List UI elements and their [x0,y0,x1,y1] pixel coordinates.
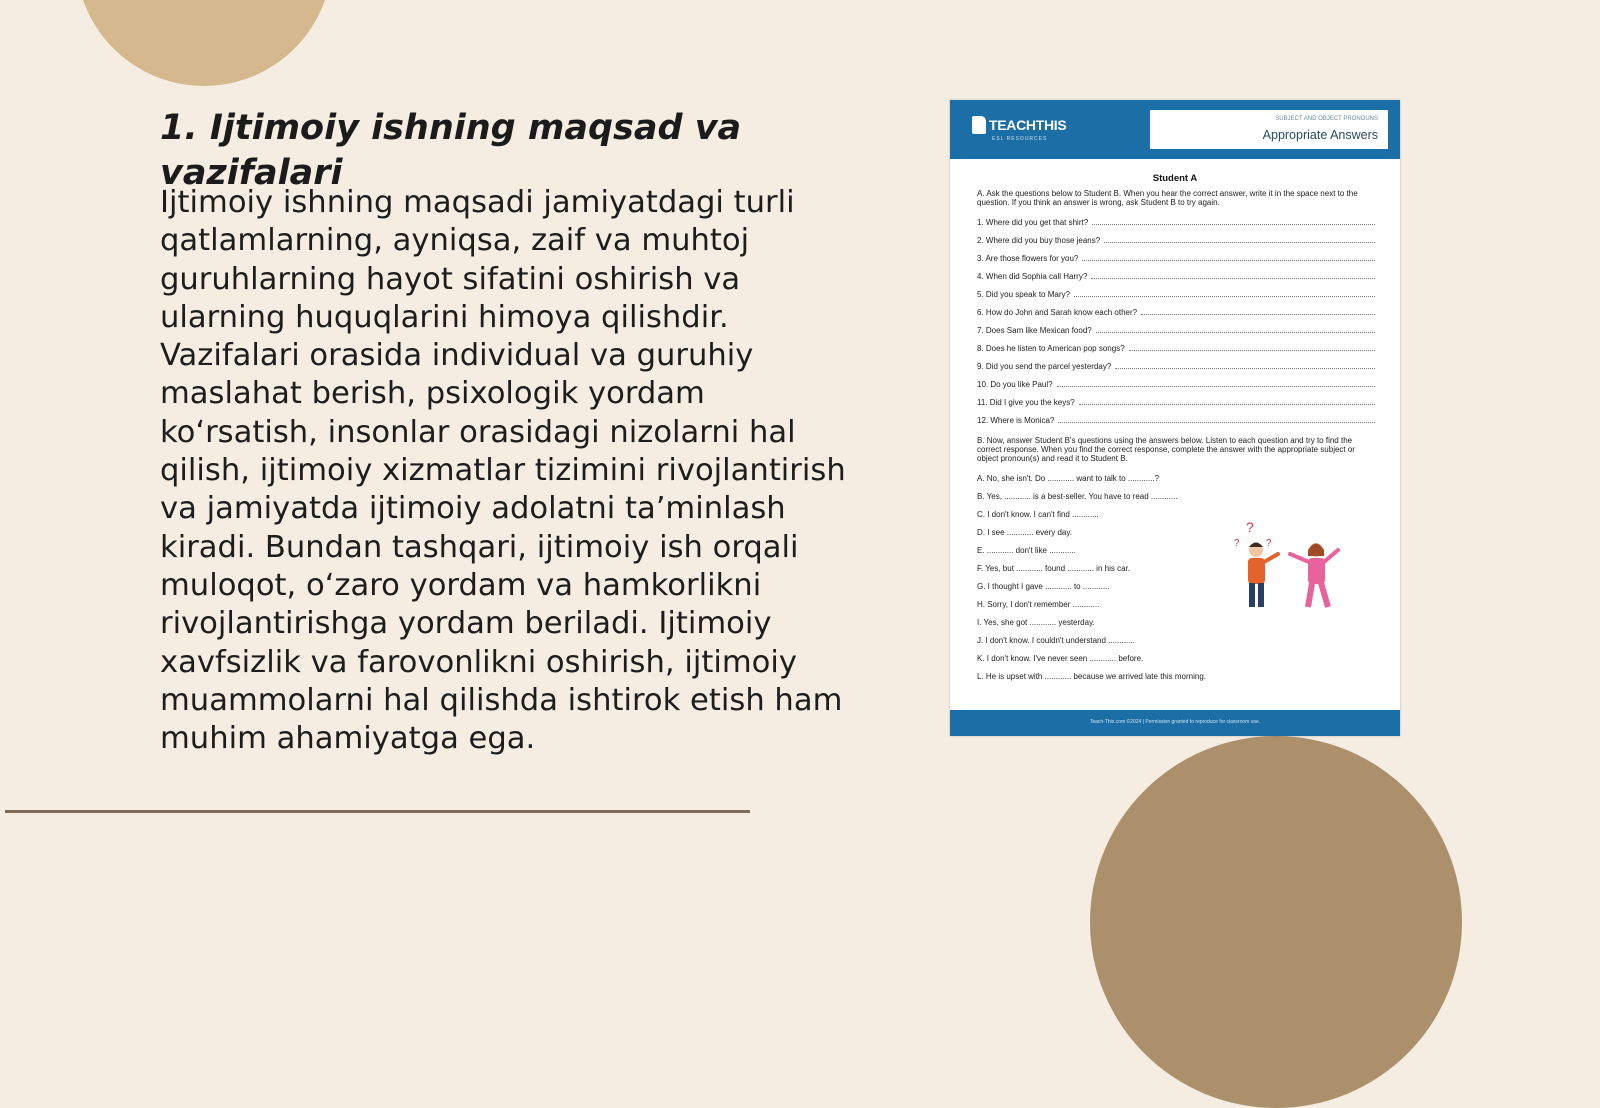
answer-blank [1091,272,1375,279]
answer-line: A. No, she isn't. Do ............ want to talk to ............? [977,474,1160,483]
answer-blank [1096,326,1375,333]
question-line [977,380,1375,389]
question-line [977,272,1375,281]
worksheet-image [950,100,1400,736]
answer-line: K. I don't know. I've never seen ............ before. [977,654,1144,663]
question-text: 3. Are those flowers for you? [977,254,1079,263]
answer-line: H. Sorry, I don't remember ............ [977,600,1100,609]
worksheet-title-box [1150,110,1388,149]
answer-line: J. I don't know. I couldn't understand ............ [977,636,1135,645]
question-text: 7. Does Sam like Mexican food? [977,326,1092,335]
question-line [977,218,1375,227]
svg-text:?: ? [1266,538,1272,549]
question-text: 12. Where is Monica? [977,416,1055,425]
svg-text:?: ? [1246,520,1254,535]
answer-blank [1092,218,1375,225]
worksheet-brand: TEACHTHIS [989,117,1067,133]
question-text: 8. Does he listen to American pop songs? [977,344,1125,353]
answer-blank [1074,290,1375,297]
answer-blank [1079,398,1375,405]
answer-blank [1115,362,1375,369]
question-text: 10. Do you like Paul? [977,380,1053,389]
answer-blank [1104,236,1375,243]
question-line [977,254,1375,263]
question-line [977,416,1375,425]
answer-blank [1057,380,1375,387]
worksheet-title: Appropriate Answers [1262,128,1378,142]
worksheet-footer-text: Teach-This.com ©2024 | Permission granted to reproduce for classroom use. [1089,719,1261,725]
question-text: 9. Did you send the parcel yesterday? [977,362,1112,371]
question-text: 4. When did Sophia call Harry? [977,272,1088,281]
book-icon [972,116,986,134]
question-text: 5. Did you speak to Mary? [977,290,1070,299]
worksheet-brand-sub: ESL RESOURCES [992,136,1048,142]
question-line [977,362,1375,371]
question-line [977,326,1375,335]
decorative-circle-top [76,0,332,86]
question-line [977,290,1375,299]
question-line [977,398,1375,407]
worksheet-footer [950,710,1400,736]
question-text: 1. Where did you get that shirt? [977,218,1089,227]
answer-line: L. He is upset with ............ because we arrived late this morning. [977,672,1206,681]
answer-line: I. Yes, she got ............ yesterday. [977,618,1095,627]
answer-blank [1129,344,1375,351]
slide-title: 1. Ijtimoiy ishning maqsad va vazifalari [160,108,742,193]
answer-blank [1058,416,1375,423]
question-text: 11. Did I give you the keys? [977,398,1075,407]
question-text: 6. How do John and Sarah know each other? [977,308,1138,317]
svg-text:?: ? [1234,538,1240,549]
worksheet-instruction-b: B. Now, answer Student B's questions using the answers below. Listen to each question and try to find the correct response. When you find the correct response, complete the answer with the appropriate subject or object pronoun(s) and read it to Student B. [977,436,1355,463]
worksheet-instruction-a: A. Ask the questions below to Student B. When you hear the correct answer, write it in the space next to the question. If you think an answer is wrong, ask Student B to try again. [977,189,1358,207]
girl-figure [1290,543,1338,607]
answer-blank [1082,254,1375,261]
question-text: 2. Where did you buy those jeans? [977,236,1101,245]
answer-line: E. ............ don't like ............ [977,546,1076,555]
answer-line: F. Yes, but ............ found ............ in his car. [977,564,1130,573]
boy-figure [1248,543,1278,608]
answer-line: G. I thought I gave ............ to ............ [977,582,1110,591]
worksheet-header [950,100,1400,159]
question-line [977,308,1375,317]
teachthis-logo [972,116,1066,134]
worksheet-student-label: Student A [1152,173,1198,184]
decorative-circle-bottom [1090,736,1462,1108]
answer-line: C. I don't know. I can't find ............ [977,510,1099,519]
answer-line: D. I see ............ every day. [977,528,1072,537]
slide-body-text: Ijtimoiy ishning maqsadi jamiyatdagi turli qatlamlarning, ayniqsa, zaif va muhtoj guruhlarning hayot sifatini oshirish va ularning huquqlarini himoya qilishdir. Vazifalari orasida individual va guruhiy maslahat berish, psixologik yordam ko‘rsatish, insonlar orasidagi nizolarni hal qilish, ijtimoiy xizmatlar tizimini rivojlantirish va jamiyatda ijtimoiy adolatni ta’minlash kiradi. Bundan tashqari, ijtimoiy ish orqali muloqot, o‘zaro yordam va hamkorlikni rivojlantirishga yordam beriladi. Ijtimoiy xavfsizlik va farovonlikni oshirish, ijtimoiy muammolarni hal qilishda ishtirok etish ham muhim ahamiyatga ega. [160,185,846,757]
divider-line [5,810,750,813]
kids-illustration [1228,520,1348,620]
question-line [977,236,1375,245]
worksheet-subject: SUBJECT AND OBJECT PRONOUNS [1275,116,1378,122]
answer-blank [1141,308,1375,315]
question-line [977,344,1375,353]
answer-line: B. Yes, ............ is a best-seller. You have to read ............ [977,492,1178,501]
